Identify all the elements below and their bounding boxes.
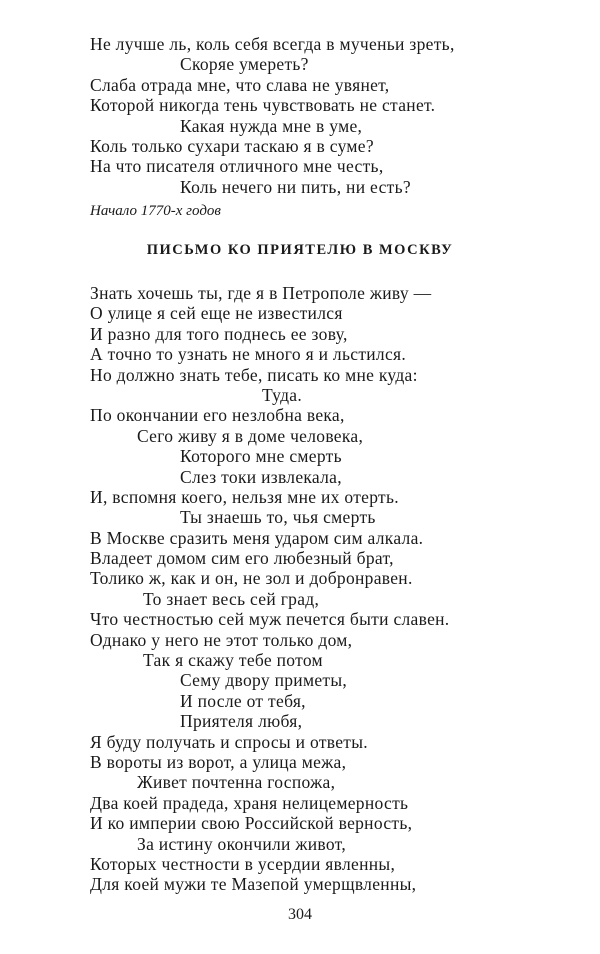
verse-line: Так я скажу тебе потом — [143, 650, 323, 671]
verse-line: Сего живу я в доме человека, — [137, 425, 364, 446]
verse-line: Я буду получать и спросы и ответы. — [90, 731, 368, 752]
date-note: Начало 1770-х годов — [90, 203, 221, 219]
verse-line: Для коей мужи те Мазепой умерщвленны, — [90, 874, 417, 895]
verse-line: Которого мне смерть — [180, 446, 342, 467]
verse-line: Знать хочешь ты, где я в Петрополе живу — — [90, 283, 432, 303]
verse-line: И после от тебя, — [180, 690, 306, 711]
verse-line: Туда. — [262, 384, 303, 405]
verse-line: Что честностью сей муж печется быти славен. — [90, 609, 450, 630]
verse-line: Не лучше ль, коль себя всегда в мученьи зреть, — [90, 34, 455, 54]
verse-line: Однако у него не этот только дом, — [90, 629, 353, 650]
verse-line: Приятеля любя, — [180, 711, 303, 732]
verse-line: То знает весь сей град, — [143, 588, 320, 609]
poem-body — [90, 283, 530, 895]
verse-line: Владеет домом сим его любезный брат, — [90, 548, 394, 569]
poem-title: ПИСЬМО КО ПРИЯТЕЛЮ В МОСКВУ — [146, 242, 454, 258]
verse-line: Слаба отрада мне, что слава не увянет, — [90, 74, 390, 95]
verse-line: Живет почтенна госпожа, — [137, 772, 336, 793]
verse-line: По окончании его незлобна века, — [90, 405, 345, 426]
verse-line: Слез токи извлекала, — [180, 466, 342, 487]
verse-line: Которой никогда тень чувствовать не станет. — [90, 95, 436, 116]
verse-line: Толико ж, как и он, не зол и добронравен. — [90, 568, 413, 589]
verse-line: Два коей прадеда, храня нелицемерность — [90, 792, 409, 813]
verse-line: Которых честности в усердии явленны, — [90, 853, 396, 874]
verse-line: Скоряе умереть? — [180, 54, 309, 75]
verse-line: А точно то узнать не много я и льстился. — [90, 344, 407, 365]
verse-line: Какая нужда мне в уме, — [180, 115, 363, 136]
verse-line: Коль нечего ни пить, ни есть? — [180, 176, 411, 197]
verse-line: И ко империи свою Российской верность, — [90, 813, 413, 834]
verse-line: За истину окончили живот, — [137, 833, 346, 854]
verse-line: В вороты из ворот, а улица межа, — [90, 751, 347, 772]
preceding-poem-ending — [90, 34, 530, 197]
page-number: 304 — [288, 906, 312, 923]
verse-line: И, вспомня коего, нельзя мне их отерть. — [90, 486, 399, 507]
verse-line: Коль только сухари таскаю я в суме? — [90, 135, 374, 156]
verse-line: Но должно знать тебе, писать ко мне куда: — [90, 364, 418, 385]
verse-line: О улице я сей еще не известился — [90, 303, 343, 324]
verse-line: И разно для того поднесь ее зову, — [90, 323, 348, 344]
verse-line: Сему двору приметы, — [180, 670, 348, 691]
verse-line: В Москве сразить меня ударом сим алкала. — [90, 527, 424, 548]
verse-line: На что писателя отличного мне честь, — [90, 156, 384, 177]
verse-line: Ты знаешь то, чья смерть — [180, 507, 376, 528]
